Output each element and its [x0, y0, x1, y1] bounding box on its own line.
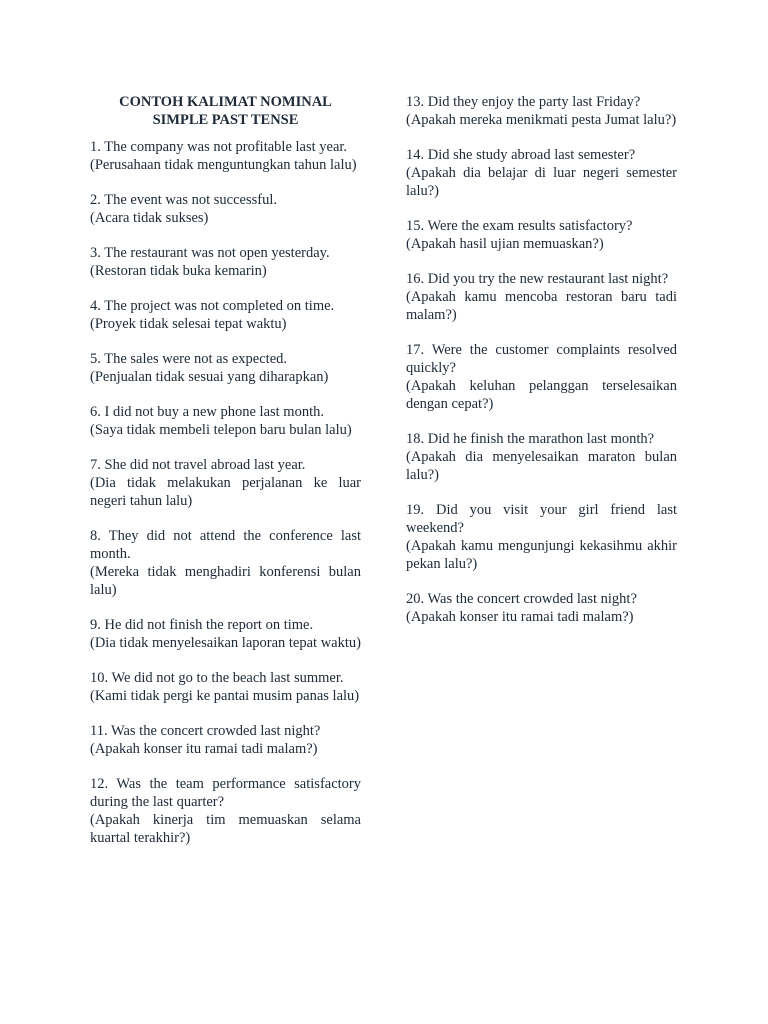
english-sentence: 4. The project was not completed on time. — [90, 298, 335, 314]
indonesian-translation: (Kami tidak pergi ke pantai musim panas lalu) — [90, 688, 360, 704]
indonesian-translation: (Apakah konser itu ramai tadi malam?) — [90, 741, 318, 757]
indonesian-translation: (Apakah dia belajar di luar negeri semester lalu?) — [406, 165, 677, 199]
indonesian-translation: (Dia tidak melakukan perjalanan ke luar negeri tahun lalu) — [90, 475, 361, 509]
english-sentence: 6. I did not buy a new phone last month. — [90, 404, 324, 420]
english-sentence: 3. The restaurant was not open yesterday. — [90, 245, 330, 261]
indonesian-translation: (Mereka tidak menghadiri konferensi bulan lalu) — [90, 564, 361, 598]
english-sentence: 18. Did he finish the marathon last month? — [406, 431, 655, 447]
sentence-item-3 — [90, 244, 361, 280]
english-sentence: 13. Did they enjoy the party last Friday? — [406, 94, 641, 110]
indonesian-translation: (Apakah kamu mengunjungi kekasihmu akhir pekan lalu?) — [406, 538, 677, 572]
english-sentence: 7. She did not travel abroad last year. — [90, 457, 306, 473]
sentence-item-13 — [406, 93, 677, 129]
indonesian-translation: (Saya tidak membeli telepon baru bulan lalu) — [90, 422, 352, 438]
english-sentence: 20. Was the concert crowded last night? — [406, 591, 637, 607]
indonesian-translation: (Apakah mereka menikmati pesta Jumat lalu?) — [406, 112, 677, 128]
english-sentence: 14. Did she study abroad last semester? — [406, 147, 636, 163]
sentence-item-12 — [90, 775, 361, 847]
english-sentence: 19. Did you visit your girl friend last weekend? — [406, 502, 677, 536]
sentence-item-1 — [90, 138, 361, 174]
sentence-item-6 — [90, 403, 361, 439]
english-sentence: 10. We did not go to the beach last summer. — [90, 670, 344, 686]
indonesian-translation: (Perusahaan tidak menguntungkan tahun lalu) — [90, 157, 357, 173]
indonesian-translation: (Penjualan tidak sesuai yang diharapkan) — [90, 369, 329, 385]
sentence-item-11 — [90, 722, 361, 758]
sentence-item-19 — [406, 501, 677, 573]
sentence-item-17 — [406, 341, 677, 413]
english-sentence: 8. They did not attend the conference last month. — [90, 528, 361, 562]
sentence-item-14 — [406, 146, 677, 200]
english-sentence: 17. Were the customer complaints resolved quickly? — [406, 342, 677, 376]
title-line-1: CONTOH KALIMAT NOMINAL — [119, 94, 332, 110]
english-sentence: 15. Were the exam results satisfactory? — [406, 218, 633, 234]
document-title — [90, 93, 361, 129]
english-sentence: 2. The event was not successful. — [90, 192, 277, 208]
english-sentence: 1. The company was not profitable last year. — [90, 139, 348, 155]
sentence-item-15 — [406, 217, 677, 253]
sentence-item-20 — [406, 590, 677, 626]
sentence-item-10 — [90, 669, 361, 705]
sentence-item-18 — [406, 430, 677, 484]
indonesian-translation: (Restoran tidak buka kemarin) — [90, 263, 267, 279]
indonesian-translation: (Dia tidak menyelesaikan laporan tepat waktu) — [90, 635, 361, 651]
indonesian-translation: (Acara tidak sukses) — [90, 210, 209, 226]
english-sentence: 16. Did you try the new restaurant last night? — [406, 271, 669, 287]
indonesian-translation: (Apakah dia menyelesaikan maraton bulan lalu?) — [406, 449, 677, 483]
indonesian-translation: (Apakah konser itu ramai tadi malam?) — [406, 609, 634, 625]
indonesian-translation: (Apakah hasil ujian memuaskan?) — [406, 236, 604, 252]
sentence-item-2 — [90, 191, 361, 227]
sentence-item-8 — [90, 527, 361, 599]
english-sentence: 12. Was the team performance satisfactory during the last quarter? — [90, 776, 361, 810]
sentence-item-5 — [90, 350, 361, 386]
indonesian-translation: (Apakah kamu mencoba restoran baru tadi malam?) — [406, 289, 677, 323]
right-column — [406, 93, 677, 643]
left-column — [90, 93, 361, 864]
sentence-item-16 — [406, 270, 677, 324]
english-sentence: 11. Was the concert crowded last night? — [90, 723, 321, 739]
sentence-item-7 — [90, 456, 361, 510]
sentence-item-4 — [90, 297, 361, 333]
indonesian-translation: (Apakah keluhan pelanggan terselesaikan dengan cepat?) — [406, 378, 677, 412]
english-sentence: 9. He did not finish the report on time. — [90, 617, 314, 633]
indonesian-translation: (Proyek tidak selesai tepat waktu) — [90, 316, 287, 332]
english-sentence: 5. The sales were not as expected. — [90, 351, 288, 367]
indonesian-translation: (Apakah kinerja tim memuaskan selama kuartal terakhir?) — [90, 812, 361, 846]
title-line-2: SIMPLE PAST TENSE — [152, 112, 299, 128]
sentence-item-9 — [90, 616, 361, 652]
